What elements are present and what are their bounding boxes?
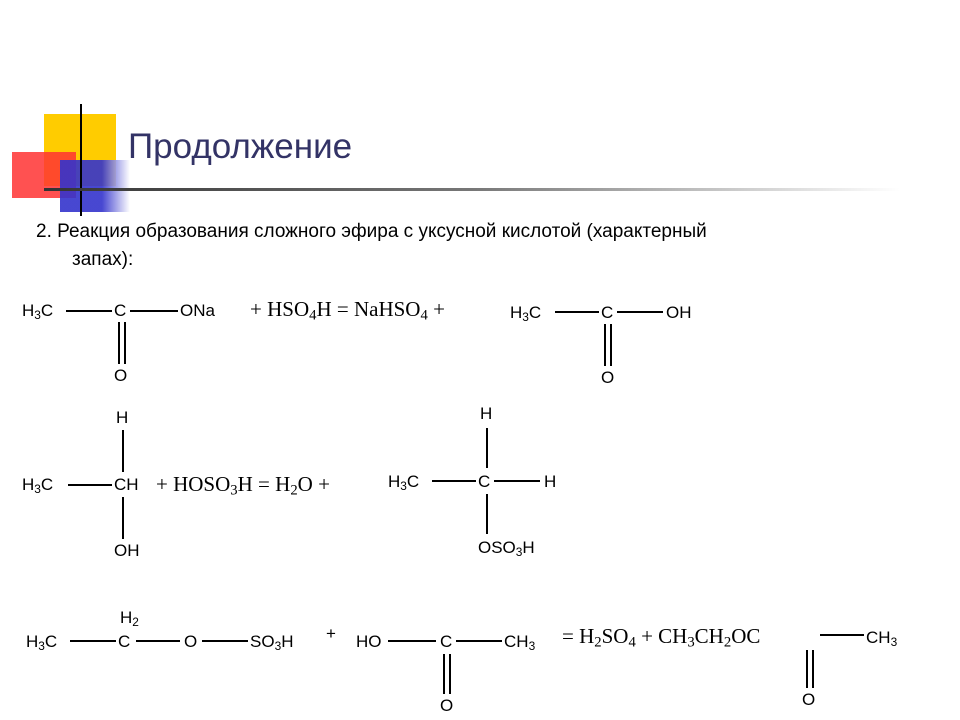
r3-oxygen: O [184,632,198,651]
r3-carbon: C [118,632,131,651]
double-bond [604,324,606,366]
double-bond [449,654,451,694]
bond [136,640,180,642]
r3-ch3: $CH_3$ [504,632,536,653]
r2-right-h3c: $H_3C$ [388,472,420,493]
r1-right-h3c: $H_3C$ [510,303,542,324]
decor-blue-square [60,160,130,212]
bond [494,480,540,482]
r1-right-carbon: C [601,303,614,322]
bond [555,311,599,313]
r1-equation: + $HSO_4H$ = NaHSO$_4$ + [250,297,445,324]
task-text-line1: 2. Реакция образования сложного эфира с уксусной кислотой (характерный [36,221,707,242]
r3-h2: $H_2$ [120,608,139,629]
bond [202,640,248,642]
r2-oh: OH [114,541,140,560]
bond [486,428,488,468]
r2-h3c: $H_3C$ [22,475,54,496]
bond [456,640,502,642]
double-bond [118,322,120,364]
r3-oxygen-end: O [802,690,816,709]
r1-left-h3c: $H_3C$ [22,301,54,322]
bond [130,310,178,312]
r2-h-top: H [116,408,129,427]
r3-ho: HO [356,632,382,651]
r2-right-h-top: H [480,404,493,423]
r3-plus: + [326,624,336,643]
r2-right-h: H [544,472,557,491]
r1-left-ona: ONa [180,301,215,320]
r1-left-oxygen: O [114,366,128,385]
r1-right-oxygen: O [601,368,615,387]
r3-so3h: $SO_3H$ [250,632,294,653]
bond [66,310,112,312]
bond [388,640,436,642]
r3-ch3-end: $CH_3$ [866,628,898,649]
bond [486,494,488,534]
double-bond [806,650,808,688]
bond [68,484,112,486]
r2-ch: CH [114,475,139,494]
task-text-line2: запах): [72,249,134,270]
r3-h3c: $H_3C$ [26,632,58,653]
r1-left-carbon: C [114,301,127,320]
r2-equation: + $HOSO_3H = H_2O$ + [156,472,330,499]
r2-right-oso3h: $OSO_3H$ [478,538,535,559]
bond [122,430,124,472]
slide-title: Продолжение [128,127,353,166]
double-bond [610,324,612,366]
r1-right-oh: OH [666,303,692,322]
bond [70,640,116,642]
decor-vertical-line [80,104,82,216]
title-underline [44,188,900,191]
double-bond [443,654,445,694]
bond [820,634,864,636]
bond [122,497,124,539]
bond [432,480,476,482]
bond [617,311,663,313]
double-bond [812,650,814,688]
r3-equation: = $H_2SO_4 + CH_3CH_2OC$ [562,624,761,651]
r2-right-carbon: C [478,472,491,491]
r3-oxygen-bottom: O [440,696,454,715]
double-bond [124,322,126,364]
r3-carbon2: C [440,632,453,651]
